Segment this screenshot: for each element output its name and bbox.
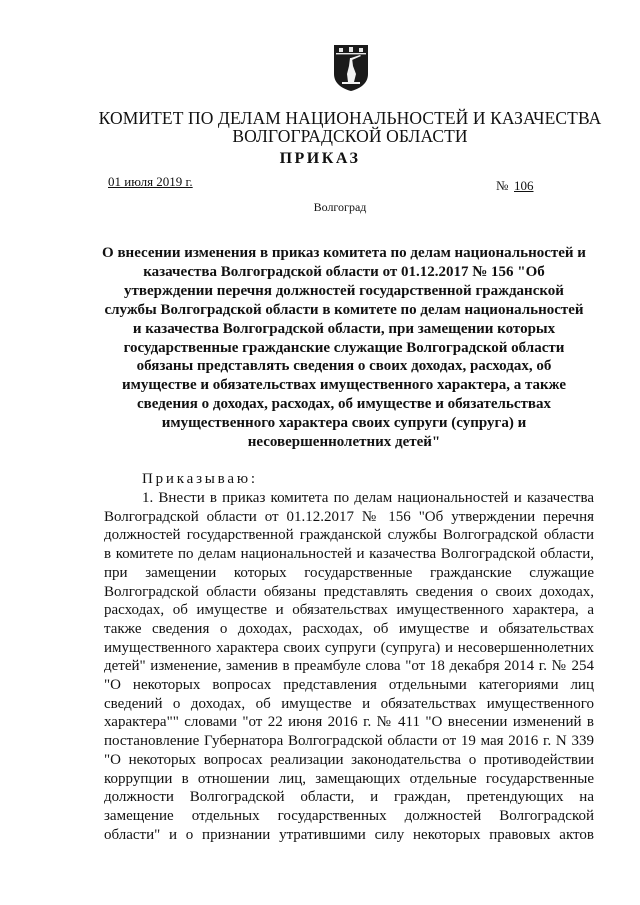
subject-line: обязаны представлять сведения о своих доходах, расходах, об	[136, 358, 552, 375]
body-text	[104, 489, 594, 844]
subject-line: сведения о доходах, расходах, об имуществе и обязательствах	[137, 396, 551, 413]
body-line: постановление Губернатора Волгоградской области от 19 мая 2016 г. N 339	[104, 733, 594, 750]
body-line: должности Волгоградской области, и граждан, претендующих на	[104, 789, 594, 806]
body-line: замещение отдельных государственных должностей Волгоградской	[104, 807, 594, 824]
order-subject	[96, 244, 592, 452]
subject-line: О внесении изменения в приказ комитета по делам национальностей и	[102, 245, 586, 261]
body-line: при замещении которых государственные гражданские служащие	[104, 564, 594, 581]
body-line: "О некоторых вопросах реализации законодательства о противодействии	[104, 751, 594, 768]
body-line: Волгоградской области обязаны представлять сведения о своих доходах,	[104, 583, 594, 600]
body-line: Волгоградской области от 01.12.2017 № 156 "Об утверждении перечня	[104, 508, 594, 525]
subject-line: утверждении перечня должностей государственной гражданской	[124, 282, 564, 299]
body-line: характера"" словами "от 22 июня 2016 г. № 411 "О внесении изменений в	[104, 714, 594, 731]
committee-name-line-1: КОМИТЕТ ПО ДЕЛАМ НАЦИОНАЛЬНОСТЕЙ И КАЗАЧЕСТВА	[98, 108, 602, 128]
body-line: должностей государственной гражданской службы Волгоградской области	[104, 527, 594, 544]
body-line: 1. Внести в приказ комитета по делам национальностей и казачества	[142, 490, 594, 506]
volgograd-coat-of-arms-icon	[333, 44, 369, 92]
subject-line: несовершеннолетних детей"	[247, 434, 441, 451]
committee-name-line-2: ВОЛГОГРАДСКОЙ ОБЛАСТИ	[232, 126, 468, 146]
body-line: в комитете по делам национальностей и казачества Волгоградской области,	[104, 546, 594, 563]
subject-line: имуществе и обязательствах имущественного характера, а также	[122, 377, 566, 394]
order-date: 01 июля 2019 г.	[108, 174, 193, 189]
body-line: имущественного характера своих супруги (супруга) и несовершеннолетних	[104, 639, 594, 656]
subject-line: государственные гражданские служащие Волгоградской области	[123, 339, 565, 356]
order-number: 106	[514, 178, 534, 193]
city-name: Волгоград	[313, 200, 367, 214]
subject-line: и казачества Волгоградской области, при замещении которых	[132, 320, 556, 337]
subject-line: имущественного характера своих супруги (супруга) и	[161, 415, 527, 432]
subject-line: службы Волгоградской области в комитете по делам национальностей	[104, 301, 584, 318]
body-line: сведений о доходах, об имуществе и обязательствах имущественного	[104, 695, 594, 712]
body-line: области" и о признании утратившими силу некоторых правовых актов	[104, 826, 594, 843]
decree-word: Приказываю:	[142, 471, 258, 487]
body-line: "О некоторых вопросах представления отдельными категориями лиц	[104, 677, 594, 694]
order-title: ПРИКАЗ	[279, 150, 361, 167]
body-line: также сведения о доходах, расходах, об имуществе и обязательствах	[104, 620, 594, 637]
subject-line: казачества Волгоградской области от 01.12.2017 № 156 "Об	[143, 263, 545, 280]
body-line: детей" изменение, заменив в преамбуле слова "от 18 декабря 2014 г. № 254	[104, 658, 594, 675]
body-line: коррупции в отношении лиц, замещающих отдельные государственные	[104, 770, 594, 787]
order-number-prefix: №	[496, 178, 509, 193]
body-line: расходах, об имуществе и обязательствах имущественного характера, а	[104, 602, 594, 619]
